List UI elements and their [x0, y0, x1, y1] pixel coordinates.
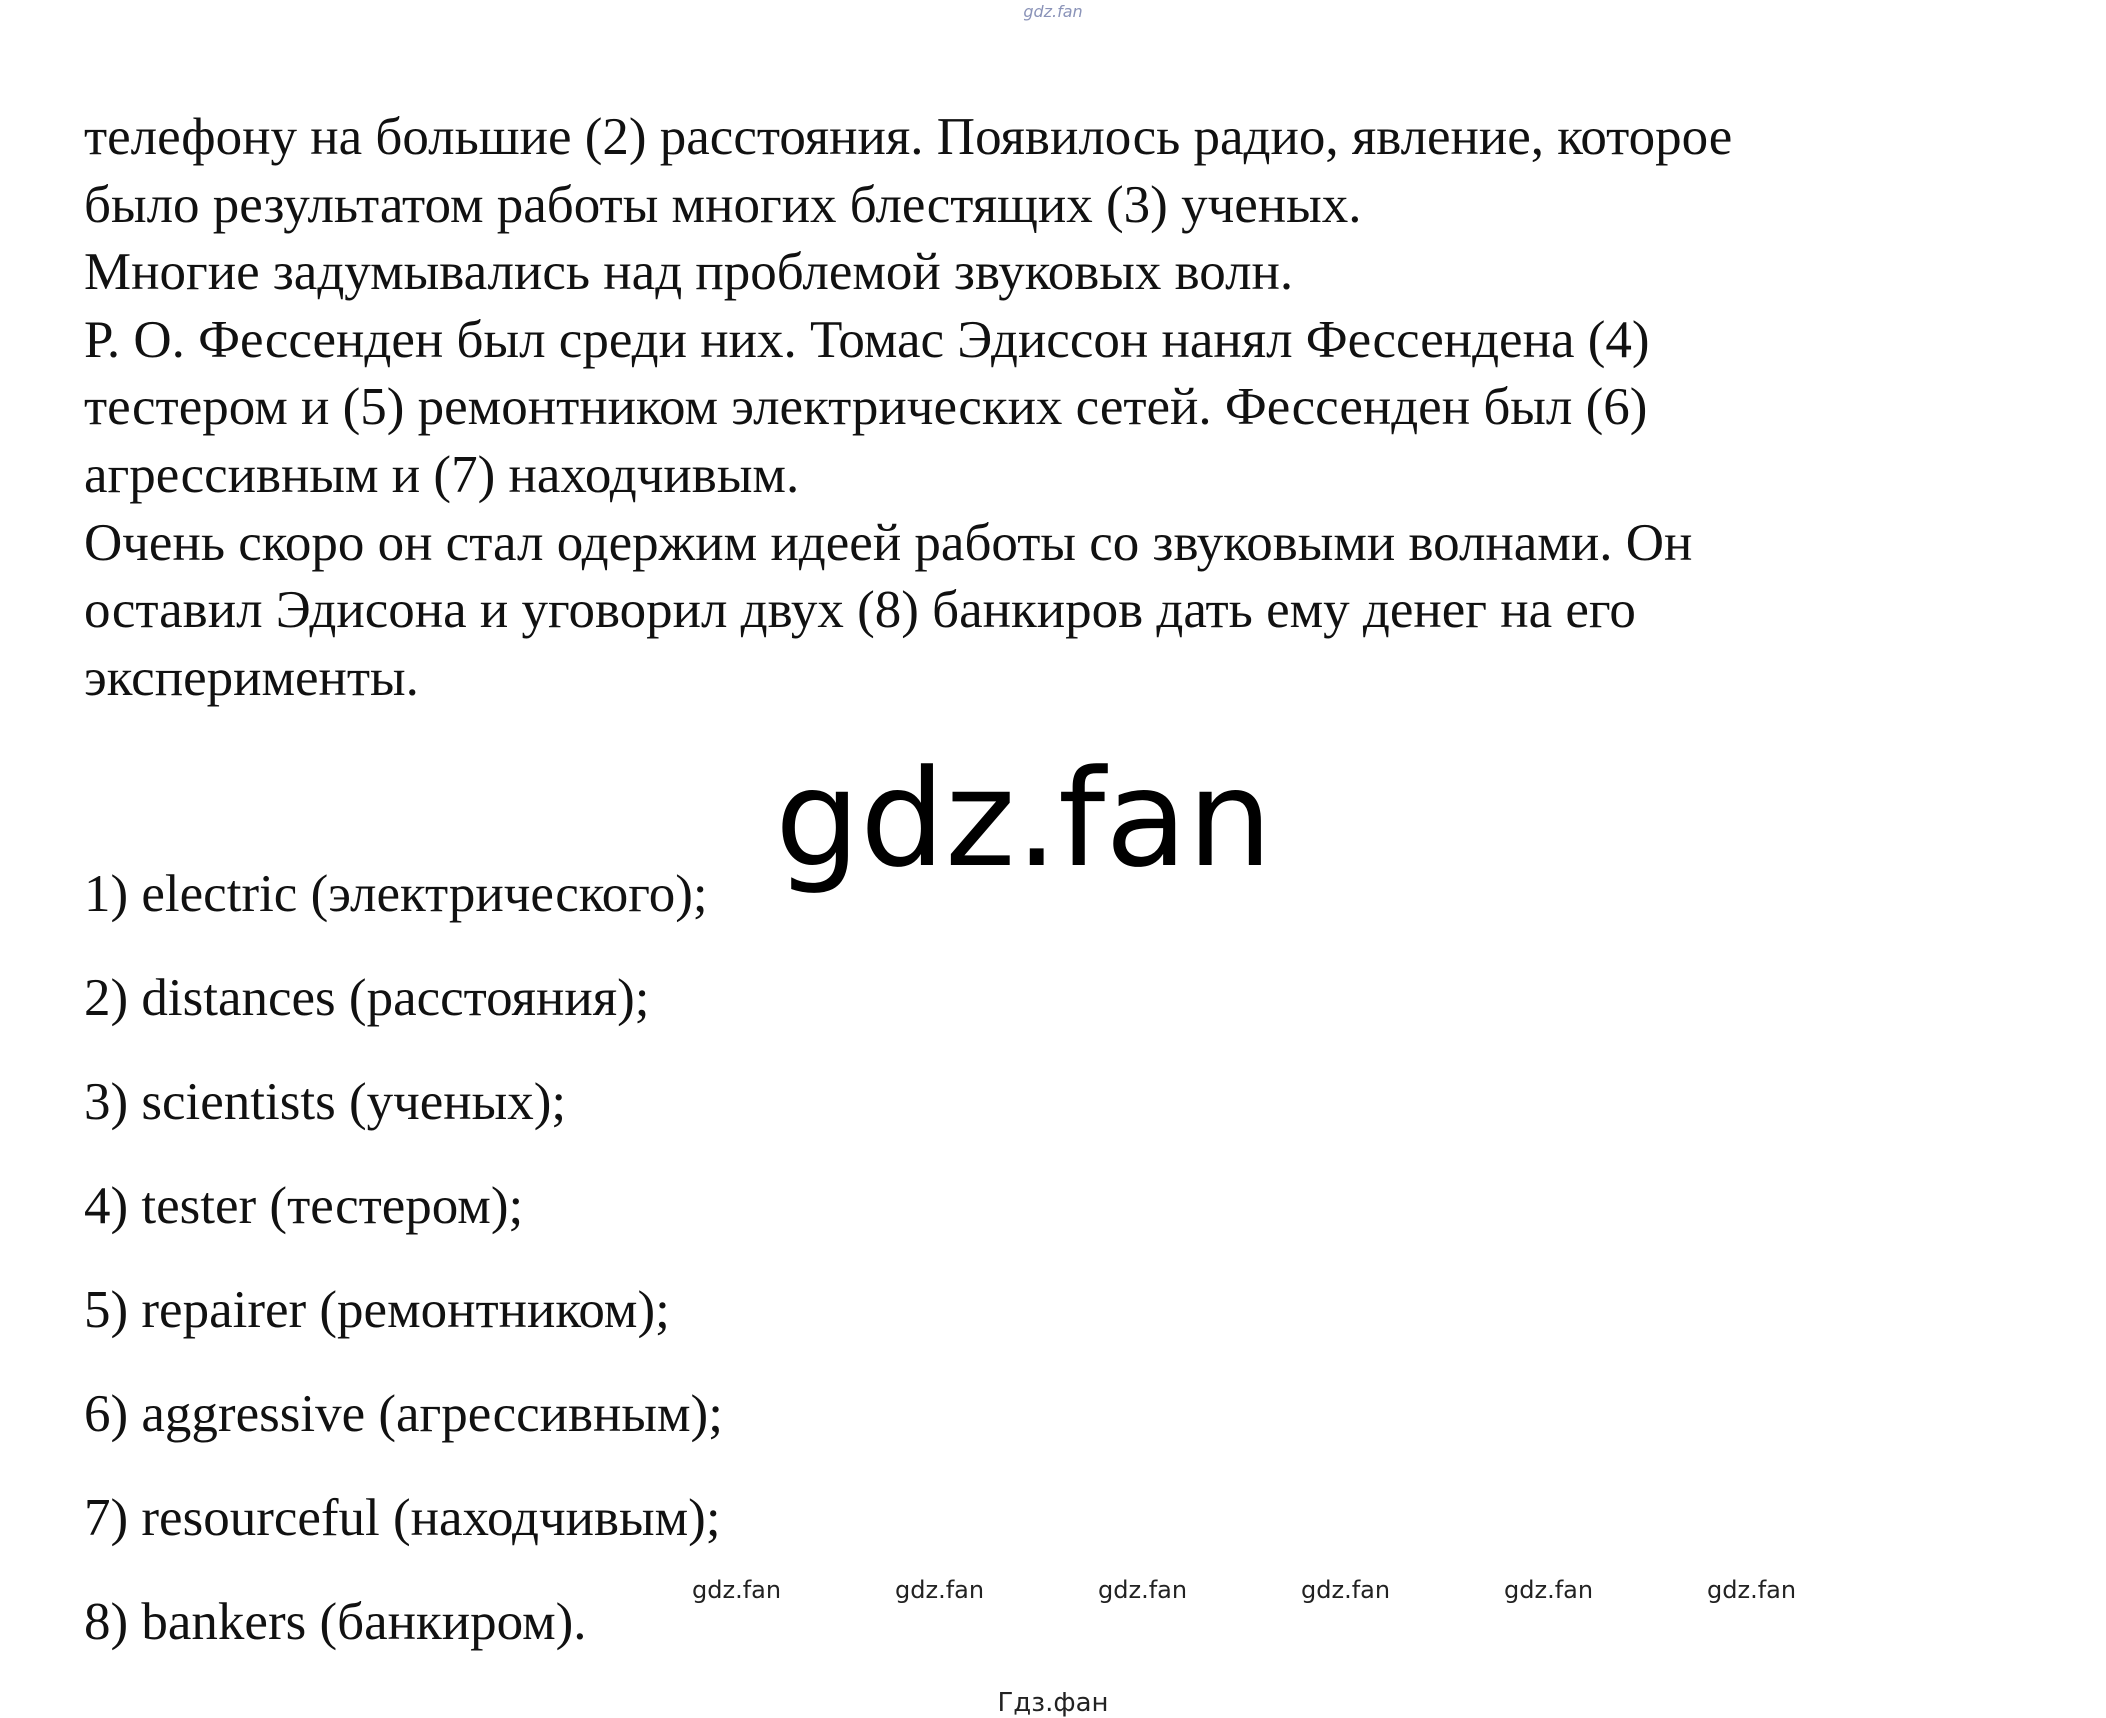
answer-item: 7) resourceful (находчивым);	[84, 1489, 721, 1547]
paragraph-line: Многие задумывались над проблемой звуковых волн.	[84, 243, 1294, 302]
answer-item: 5) repairer (ремонтником);	[84, 1281, 670, 1339]
big-watermark: gdz.fan	[775, 741, 1273, 897]
answer-list	[84, 842, 723, 1674]
answer-item: 6) aggressive (агрессивным);	[84, 1385, 723, 1443]
paragraph-line: Р. О. Фессенден был среди них. Томас Эдиссон нанял Фессендена (4)	[84, 310, 1650, 369]
small-watermark: gdz.fan	[692, 1576, 782, 1604]
footer-watermark: Гдз.фан	[997, 1688, 1109, 1718]
answer-item: 1) electric (электрического);	[84, 865, 708, 923]
paragraph-line: Очень скоро он стал одержим идеей работы со звуковыми волнами. Он	[84, 513, 1693, 572]
paragraph-line: телефону на большие (2) расстояния. Появилось радио, явление, которое	[84, 108, 1733, 166]
answer-item: 2) distances (расстояния);	[84, 969, 650, 1027]
answer-item: 3) scientists (ученых);	[84, 1073, 567, 1131]
paragraph-line: оставил Эдисона и уговорил двух (8) банкиров дать ему денег на его	[84, 581, 1636, 640]
top-watermark: gdz.fan	[1023, 2, 1083, 21]
text-paragraph	[84, 104, 2064, 712]
answer-item: 4) tester (тестером);	[84, 1177, 524, 1235]
paragraph-line: тестером и (5) ремонтником электрических сетей. Фессенден был (6)	[84, 378, 1648, 437]
small-watermark: gdz.fan	[1098, 1576, 1188, 1604]
small-watermark: gdz.fan	[1301, 1576, 1391, 1604]
small-watermark: gdz.fan	[1504, 1576, 1594, 1604]
small-watermark: gdz.fan	[1707, 1576, 1797, 1604]
small-watermark-row	[0, 1576, 2106, 1606]
small-watermark: gdz.fan	[895, 1576, 985, 1604]
paragraph-line: эксперименты.	[84, 648, 419, 707]
paragraph-line: было результатом работы многих блестящих (3) ученых.	[84, 175, 1362, 234]
paragraph-line: агрессивным и (7) находчивым.	[84, 445, 800, 504]
answer-item: 8) bankers (банкиром).	[84, 1593, 587, 1651]
